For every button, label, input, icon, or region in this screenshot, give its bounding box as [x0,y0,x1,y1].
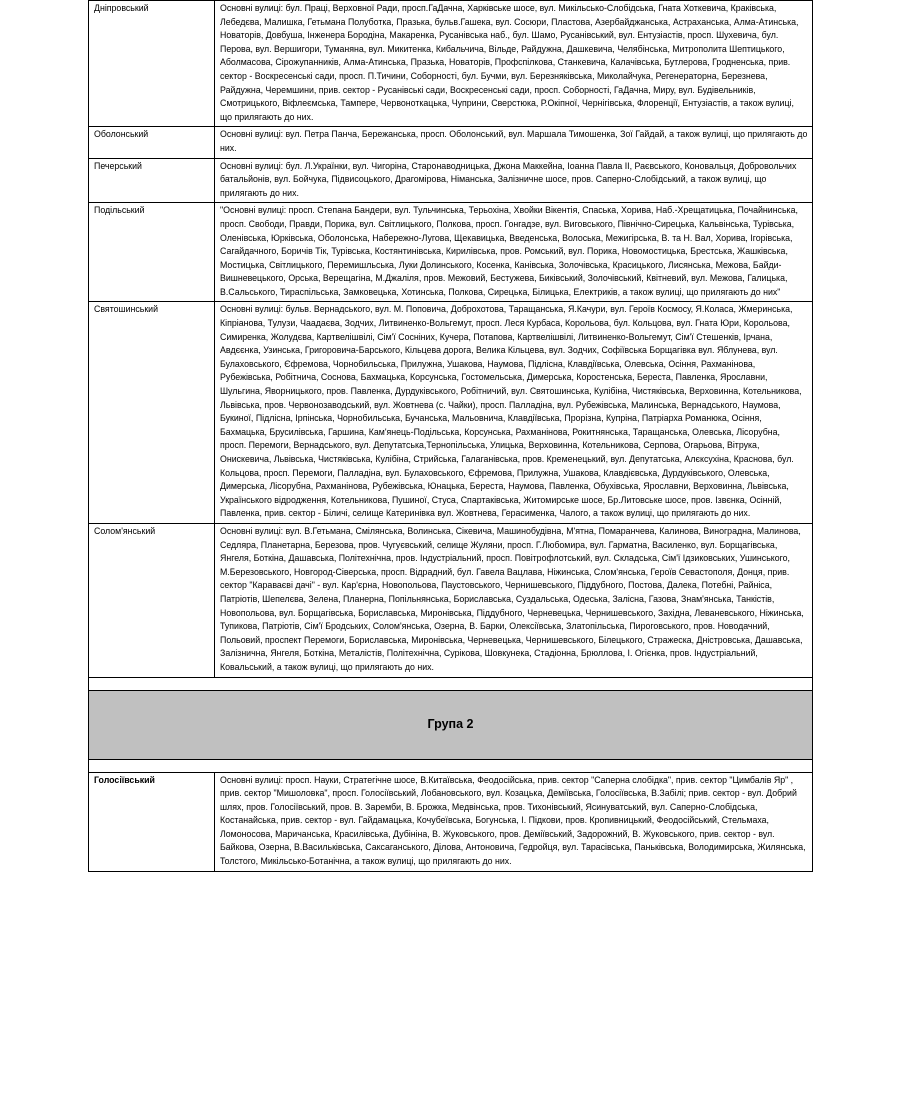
table-row [89,523,813,677]
table-spacer-row [89,677,813,690]
table-row [89,158,813,203]
document-page [88,0,812,872]
district-name: Подільський [89,203,215,302]
district-name: Оболонський [89,127,215,158]
group-title: Група 2 [89,690,813,759]
spacer-cell [89,677,813,690]
streets-list: Основні вулиці: бул. Л.Українки, вул. Чигоріна, Старонаводницька, Джона Маккейна, Іоанна Павла ІІ, Раєвського, Коновальця, Добровольчих батальйонів, вул. Бойчука, Підвисоцького, Драгомірова, Німанська, Залізничне шосе, пров. Саперно-Слобідський, а також вулиці, що прилягають до них. [215,158,813,203]
table-row [89,302,813,524]
table-row [89,772,813,871]
table-spacer-row [89,759,813,772]
streets-list: Основні вулиці: бульв. Вернадського, вул. М. Поповича, Доброхотова, Таращанська, Я.Качури, вул. Героїв Космосу, Я.Коласа, Жмеринська, Кіпріанова, Тулузи, Чаадаєва, Зодчих, Литвиненко-Вольгемут, просп. Леся Курбаса, Корольова, бул. Кольцова, вул. Гната Юри, Корольова, Симиренка, Жолудєва, Картвелішвілі, Сім'ї Сосніних, Кучера, Потапова, Картвелішвілі, Литвиненко-Вольгемут, Сім'ї Стешенків, Ірчана, Авдєєнка, Узинська, Григоровича-Барського, Кільцева дорога, Велика Кільцева, вул. Зодчих, Софіївська Борщагівка вул. Яблунева, вул. Булаховського, Єфремова, Чорнобильська, Прилужна, Ушакова, Наумова, Підлісна, Клавдіївська, Олевська, Осіння, Рахманінова, Рубежівська, Робітнича, Соснова, Бахмацька, Корсунська, Гостомельська, Димерська, Коростенська, Береста, Павленка, Ярославни, Шульгина, Яворницького, пров. Павленка, Дурдуківського, Робітничий, вул. Святошинська, Кулібіна, Чистяківська, Верховинна, Котельникова, Львівська, пров. Червонозаводський, вул. Жовтнева (с. Чайки), просп. Палладіна, вул. Рубежівська, Малинська, Вернадського, Наумова, Букиної, Підлісна, Ірпінська, Чорнобильська, Бучанська, Мальовнича, Клавдіївська, Прорізна, Купріна, Патріарха Романюка, Осіння, Бахмацька, Брусилівська, Гаршина, Кам'янець-Подільська, Корсунська, Рахманінова, Рокитнянська, Таращанська, Олевська, Лісорубна, просп. Перемоги, Вернадського, вул. Депутатська,Тернопільська, Улицька, Верховинна, Котельникова, Серпова, Огарьова, Вітрука, Онискевича, Львівська, Чистяківська, Кулібіна, Стрийська, Галаганівська, пров. Кременецький, вул. Депутатська, Алєксухіна, Краснова, бул. Кольцова, просп. Перемоги, Палладіна, вул. Булаховського, Єфремова, Прилужна, Ушакова, Клавдієвська, Дурдуківського, Олевська, Димерська, Лісорубна, Рахманінова, Рубежівська, Юнацька, Береста, Наумова, Павленка, Обухівська, Ярославни, Верховинна, Львівська, Українського відродження, Котельникова, Пушиної, Стуса, Спартаківська, Житомирське шосе, Бр.Литовське шосе, пров. Ізвєнка, Осінній, Павленка, прив. сектор - Біличі, селище Катеринівка вул. Жовтнева, Герасименка, Чалого, а також вулиці, що прилягають до них. [215,302,813,524]
district-name: Солом'янський [89,523,215,677]
spacer-cell [89,759,813,772]
streets-list: Основні вулиці: просп. Науки, Стратегічне шосе, В.Китаївська, Феодосійська, прив. сектор "Саперна слобідка", прив. сектор "Цимбалів Яр" , прив. сектор "Мишоловка", просп. Голосіївський, Лобановського, вул. Козацька, Деміївська, Голосіївська, В.Забілі; прив. сектор - вул. Добрий шлях, пров. Голосіївський, пров. В. Заремби, В. Брожка, Медвінська, пров. Тихонівський, Ясинуватський, вул. Саперно-Слобідська, Костанайська, прив. сектор - вул. Гайдамацька, Кочубеївська, Богунська, І. Підкови, пров. Кропивницький, Феодосійський, Стельмаха, Ломоносова, Маричанська, Красилівська, Дубініна, В. Жуковського, пров. Деміївський, Задорожний, В. Жуковського, прив. сектор - вул. Байкова, Озерна, В.Васильківська, Саксаганського, Ділова, Антоновича, Гедройця, вул. Тарасівська, Паньківська, Володимирська, Жилянська, Толстого, Микільсько-Ботанічна, а також вулиці, що прилягають до них. [215,772,813,871]
table-row [89,127,813,158]
table-row [89,203,813,302]
table-row [89,1,813,127]
districts-streets-table [88,0,813,872]
streets-list: Основні вулиці: вул. В.Гетьмана, Смілянська, Волинська, Сікевича, Машинобудівна, М'ятна, Помаранчева, Калинова, Виноградна, Малинова, Седляра, Планетарна, Березова, пров. Чугуєвський, селище Жуляни, просп. Г.Любомира, вул. Гарматна, Василенко, вул. Борщагівська, Янгеля, Боткіна, Дашавська, Політехнічна, пров. Індустріальний, просп. Повітрофлотський, вул. Складська, Сім'ї Ідзиковських, Ушинського, М.Березовського, Новгород-Сіверська, просп. Відрадний, бул. Гавела Вацлава, Ніжинська, Слом'янська, Героїв Севастополя, Донця, прив. сектор "Караваєві дачі" - вул. Кар'єрна, Новопольова, Паустовського, Чернишевського, Піддубного, Постова, Далека, Потебні, Райніса, Патріотів, Шепелєва, Зелена, Планерна, Попільнянська, Бориславська, Суздальська, Одеська, Залісна, Газова, Знам'янська, Танкістів, Новопольова, вул. Борщагівська, Бориславська, Миронівська, Піддубного, Черневецька, Чернишевського, Західна, Леваневського, Ніжинська, Тупикова, Патріотів, Сім'ї Бродських, Солом'янська, Озерна, В. Барки, Олексіївська, Златопільська, Пироговського, пров. Новодачний, Польовий, проспект Перемоги, Бориславська, Миронівська, Черневецька, Чернишевського, Білецького, Стражеска, Дністровська, Дашавська, Залізнична, Янгеля, Боткіна, Металістів, Політехнічна, Сурікова, Шовкунека, Стадіонна, Брюллова, І. Огієнка, пров. Індустріальний, Ковальський, а також вулиці, що прилягають до них. [215,523,813,677]
district-name: Голосіївський [89,772,215,871]
district-name: Дніпровський [89,1,215,127]
group-header-row [89,690,813,759]
streets-list: Основні вулиці: бул. Праці, Верховної Ради, просп.ГаДачна, Харківське шосе, вул. Микільсько-Слобідська, Гната Хоткевича, Краківська, Лебедєва, Малишка, Гетьмана Полуботка, Празька, бульв.Гашека, вул. Сосюри, Пластова, Азербайджанська, Астраханська, Алма-Атинська, Новаторів, Довбуша, Інженера Бородіна, Макаренка, Русанівська наб., бул. Шамо, Русанівський, вул. Ентузіастів, просп. Шухевича, бул. Перова, вул. Вершигори, Туманяна, вул. Микитенка, Кибальчича, Вільде, Райдужна, Дашкевича, Челябінська, Митрополита Шептицького, Аболмасова, Сірожупанників, Алма-Атинська, Празька, Новаторів, Профспілкова, Станкевича, Калачівська, Бутлерова, Гродненська, прив. сектор - Воскресенські сади, просп. П.Тичини, Соборності, бул. Бучми, вул. Березняківська, Миколайчука, Регенераторна, Березнева, Райдужна, Черемшини, прив. сектор - Русанівські сади, Воскресенські сади, просп. Соборності, ГаДачна, Миру, вул. Будівельників, Смотрицького, Віфлеємська, Тампере, Червоноткацька, Чуприни, Сверстюка, Р.Окіпної, Чернігівська, Флоренції, Ентузіастів, а також вулиці, що прилягають до них. [215,1,813,127]
streets-list: "Основні вулиці: просп. Степана Бандери, вул. Тульчинська, Терьохіна, Хвойки Вікентія, Спаська, Хорива, Наб.-Хрещатицька, Почайнинська, просп. Свободи, Правди, Порика, вул. Світлицького, Полкова, просп. Гонгадзе, вул. Виговського, Північно-Сирецька, Кальвінська, Турівська, Оленівська, Юрківська, Оболонська, Набережно-Лугова, Щекавицька, Введенська, Волоська, Межигірська, В. та Н. Вал, Хорива, Ігорівська, Сагайдачного, Боричів Тік, Турівська, Костянтинівська, Кирилівська, пров. Ромський, вул. Порика, Новомостицька, Брестська, Жашківська, Мостицька, Світлицького, Перемишльська, Луки Долинського, Косенка, Канівська, Золочівська, Красицького, Лисянська, Межова, Байди-Вишневецького, Орська, Верещагіна, М.Джаліля, пров. Межовий, Бестужева, Биківський, Золочівський, Квітневий, вул. Межова, Галицька, В.Сальського, Тираспільська, Замковецька, Хотинська, Полкова, Сирецька, Білицька, Електриків, а також вулиці, що прилягають до них" [215,203,813,302]
streets-list: Основні вулиці: вул. Петра Панча, Бережанська, просп. Оболонський, вул. Маршала Тимошенка, Зої Гайдай, а також вулиці, що прилягають до них. [215,127,813,158]
district-name: Печерський [89,158,215,203]
district-name: Святошинський [89,302,215,524]
